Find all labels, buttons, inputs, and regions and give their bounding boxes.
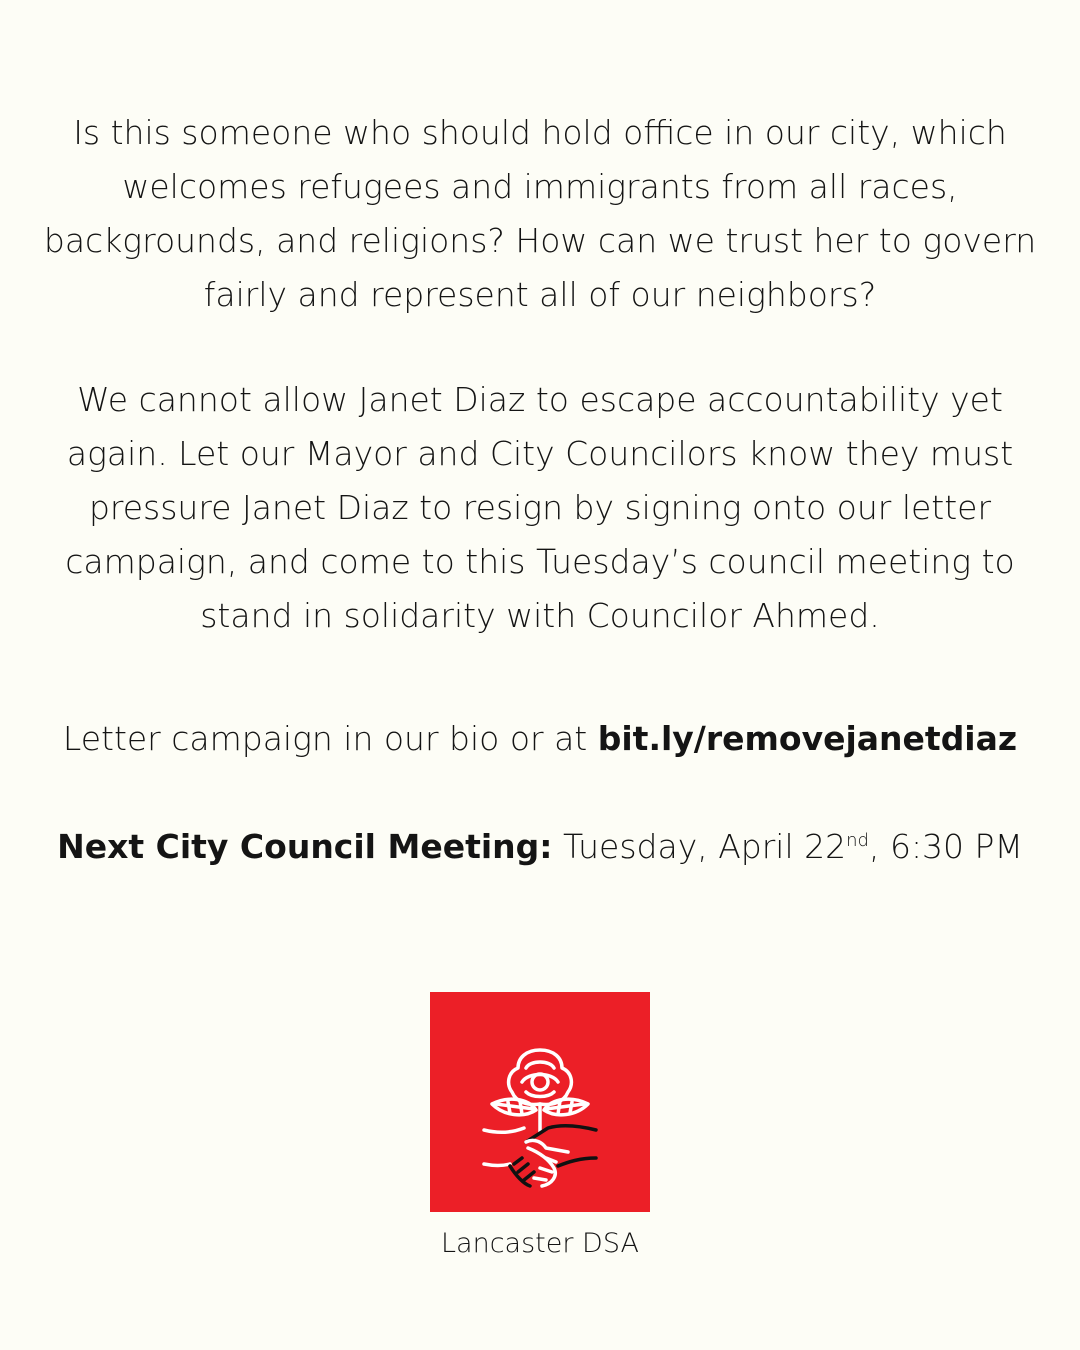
meeting-line xyxy=(40,820,1040,874)
dsa-logo xyxy=(430,992,650,1212)
meeting-label: Next City Council Meeting: xyxy=(57,827,553,866)
meeting-date-ordinal: nd xyxy=(846,830,869,851)
rose-handshake-icon xyxy=(430,992,650,1212)
letter-campaign-link[interactable]: bit.ly/removejanetdiaz xyxy=(597,719,1018,758)
letter-campaign-line xyxy=(40,712,1040,766)
letter-campaign-text: Letter campaign in our bio or at xyxy=(62,719,598,758)
paragraph-question: Is this someone who should hold office in our city, which welcomes refugees and immigrants from all races, backgrounds, and religions? How can we trust her to govern fairly and represent all of our neighbors? xyxy=(43,113,1037,314)
meeting-time: , 6:30 PM xyxy=(868,827,1023,866)
meeting-date: Tuesday, April 22 xyxy=(552,827,847,866)
paragraph-call-to-action: We cannot allow Janet Diaz to escape accountability yet again. Let our Mayor and City Councilors know they must pressure Janet Diaz to resign by signing onto our letter campaign, and come to this Tuesday’s council meeting to stand in solidarity with Councilor Ahmed. xyxy=(65,380,1015,635)
logo-caption: Lancaster DSA xyxy=(441,1228,639,1259)
